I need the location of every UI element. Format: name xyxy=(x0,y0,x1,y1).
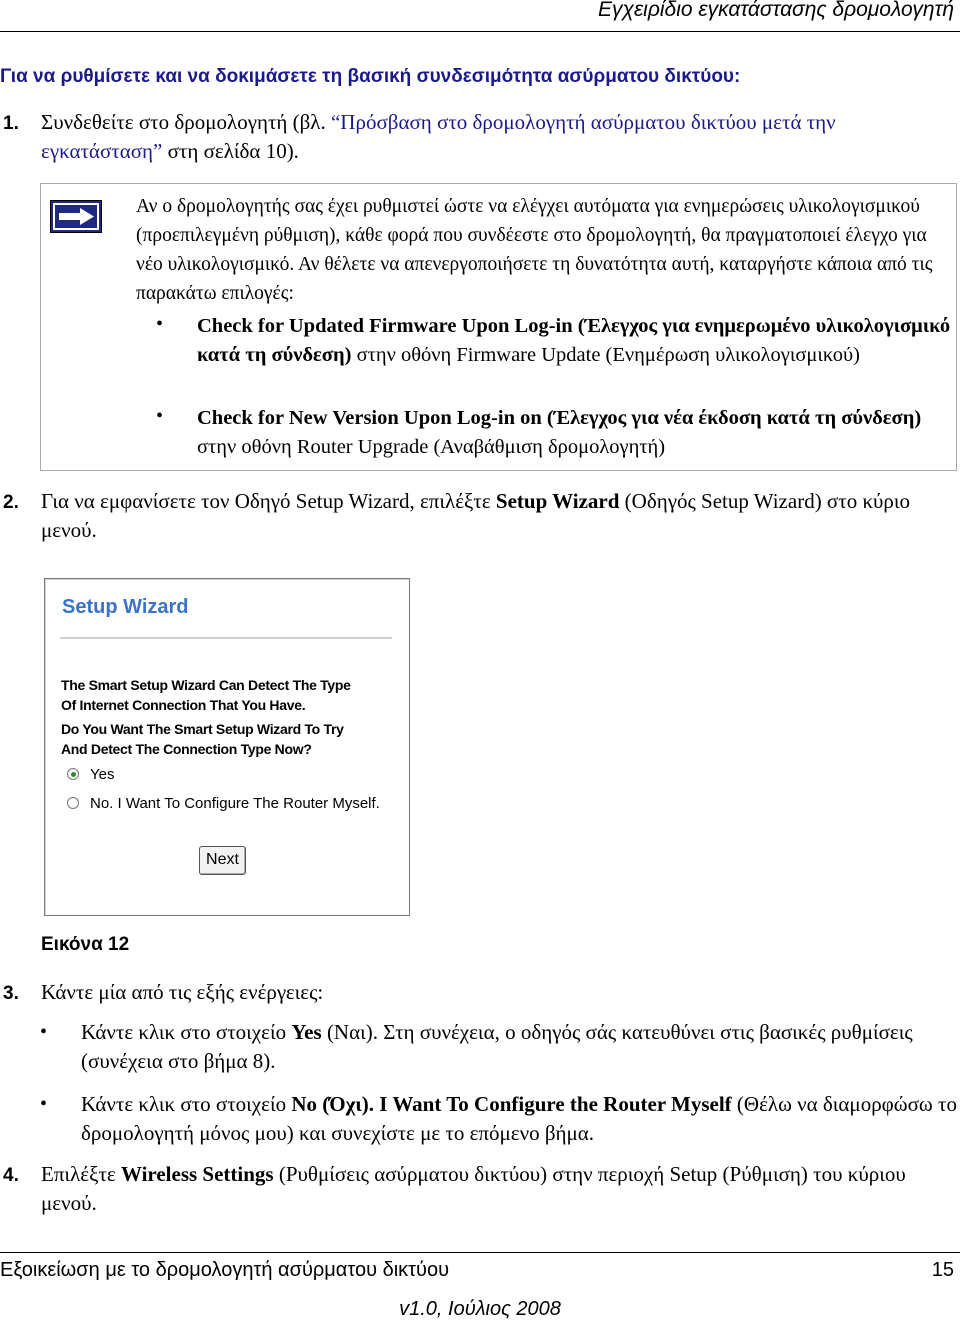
note-bullet-2: • xyxy=(156,405,164,427)
note-item-1-rest: στην οθόνη Firmware Update (Ενημέρωση υλικολογισμικού) xyxy=(351,344,861,366)
note-item-1-bold: Check for Updated Firmware Upon Log-in (Έλεγχος για ενημερωμένο υλικολογισμικό κατά τη σύνδεση) xyxy=(197,315,951,366)
note-item-1 xyxy=(197,312,957,370)
step-1-text-after: στη σελίδα 10). xyxy=(162,139,299,163)
step-2-text xyxy=(41,487,956,545)
step-3-item-1-bold: Yes xyxy=(291,1020,322,1044)
step-3-item-2-bold: No (Όχι). I Want To Configure the Router Myself xyxy=(291,1092,732,1116)
step-1-text xyxy=(41,108,956,166)
header-divider xyxy=(0,31,960,32)
step-1-text-before: Συνδεθείτε στο δρομολογητή (βλ. xyxy=(41,110,331,134)
radio-yes-label[interactable]: Yes xyxy=(90,766,115,783)
step-3-item-1-rest: (Ναι). Στη συνέχεια, ο οδηγός σάς κατευθύνει στις βασικές ρυθμίσεις (συνέχεια στο βήμα 8). xyxy=(81,1020,913,1073)
step-3-number: 3. xyxy=(3,983,19,1004)
page-number: 15 xyxy=(931,1259,954,1281)
note-item-2 xyxy=(197,404,957,462)
figure-caption: Εικόνα 12 xyxy=(41,934,130,955)
step-4-text-before: Επιλέξτε xyxy=(41,1162,121,1186)
footer-chapter-title: Εξοικείωση με το δρομολογητή ασύρματου δικτύου xyxy=(0,1259,450,1281)
step-4-number: 4. xyxy=(3,1165,19,1186)
step-2-text-before: Για να εμφανίσετε τον Οδηγό Setup Wizard, επιλέξτε xyxy=(41,489,496,513)
footer-divider xyxy=(0,1252,960,1253)
wizard-title: Setup Wizard xyxy=(62,596,189,618)
radio-no[interactable] xyxy=(67,797,79,809)
step-3-text: Κάντε μία από τις εξής ενέργειες: xyxy=(41,980,324,1004)
step-1-number: 1. xyxy=(3,113,19,134)
step-3-item-2-pre: Κάντε κλικ στο στοιχείο xyxy=(81,1092,292,1116)
radio-no-label[interactable]: No. I Want To Configure The Router Myself. xyxy=(90,795,380,812)
note-item-2-rest: στην οθόνη Router Upgrade (Αναβάθμιση δρομολογητή) xyxy=(197,436,666,458)
step-2-number: 2. xyxy=(3,492,19,513)
wizard-divider xyxy=(60,637,392,639)
header-title: Εγχειρίδιο εγκατάστασης δρομολογητή xyxy=(597,0,954,21)
arrow-right-icon xyxy=(50,200,102,233)
step-3-item-1 xyxy=(81,1018,957,1076)
wizard-question-1 xyxy=(61,675,351,715)
wizard-question-1-line-1: The Smart Setup Wizard Can Detect The Type xyxy=(61,677,351,693)
wizard-question-2-line-2: And Detect The Connection Type Now? xyxy=(61,741,312,757)
step-2-bold: Setup Wizard xyxy=(495,489,620,513)
section-heading: Για να ρυθμίσετε και να δοκιμάσετε τη βασική συνδεσιμότητα ασύρματου δικτύου: xyxy=(0,66,741,87)
step-4-text-after: (Ρυθμίσεις ασύρματου δικτύου) στην περιοχή Setup (Ρύθμιση) του κύριου μενού. xyxy=(41,1162,906,1215)
step-3-bullet-1: • xyxy=(40,1021,48,1043)
wizard-question-2-line-1: Do You Want The Smart Setup Wizard To Try xyxy=(61,721,344,737)
wizard-question-1-line-2: Of Internet Connection That You Have. xyxy=(61,697,306,713)
step-3-bullet-2: • xyxy=(40,1093,48,1115)
wizard-question-2 xyxy=(61,719,344,759)
next-button[interactable]: Next xyxy=(199,846,246,875)
step-4-text xyxy=(41,1160,956,1218)
footer-version: v1.0, Ιούλιος 2008 xyxy=(399,1298,561,1320)
note-text: Αν ο δρομολογητής σας έχει ρυθμιστεί ώστε να ελέγχει αυτόματα για ενημερώσεις υλικολογισμικού (προεπιλεγμένη ρύθμιση), κάθε φορά που συνδέεστε στο δρομολογητή, θα πραγματοποιεί έλεγχο για νέο υλικολογισμικό. Αν θέλετε να απενεργοποιήσετε τη δυνατότητα αυτή, καταργήστε κάποια από τις παρακάτω επιλογές: xyxy=(136,196,933,304)
step-3-item-2 xyxy=(81,1090,957,1148)
step-3-item-1-pre: Κάντε κλικ στο στοιχείο xyxy=(81,1020,292,1044)
step-4-bold: Wireless Settings xyxy=(120,1162,274,1186)
note-item-2-bold: Check for New Version Upon Log-in on (Έλεγχος για νέα έκδοση κατά τη σύνδεση) xyxy=(197,407,922,429)
step-1-link[interactable]: “Πρόσβαση στο δρομολογητή ασύρματου δικτύου μετά την εγκατάσταση” xyxy=(41,110,836,163)
step-3-item-2-rest: (Θέλω να διαμορφώσω το δρομολογητή μόνος μου) και συνεχίστε με το επόμενο βήμα. xyxy=(81,1092,957,1145)
note-bullet-1: • xyxy=(156,313,164,335)
radio-yes[interactable] xyxy=(67,768,79,780)
step-2-text-after: (Οδηγός Setup Wizard) στο κύριο μενού. xyxy=(41,489,911,542)
